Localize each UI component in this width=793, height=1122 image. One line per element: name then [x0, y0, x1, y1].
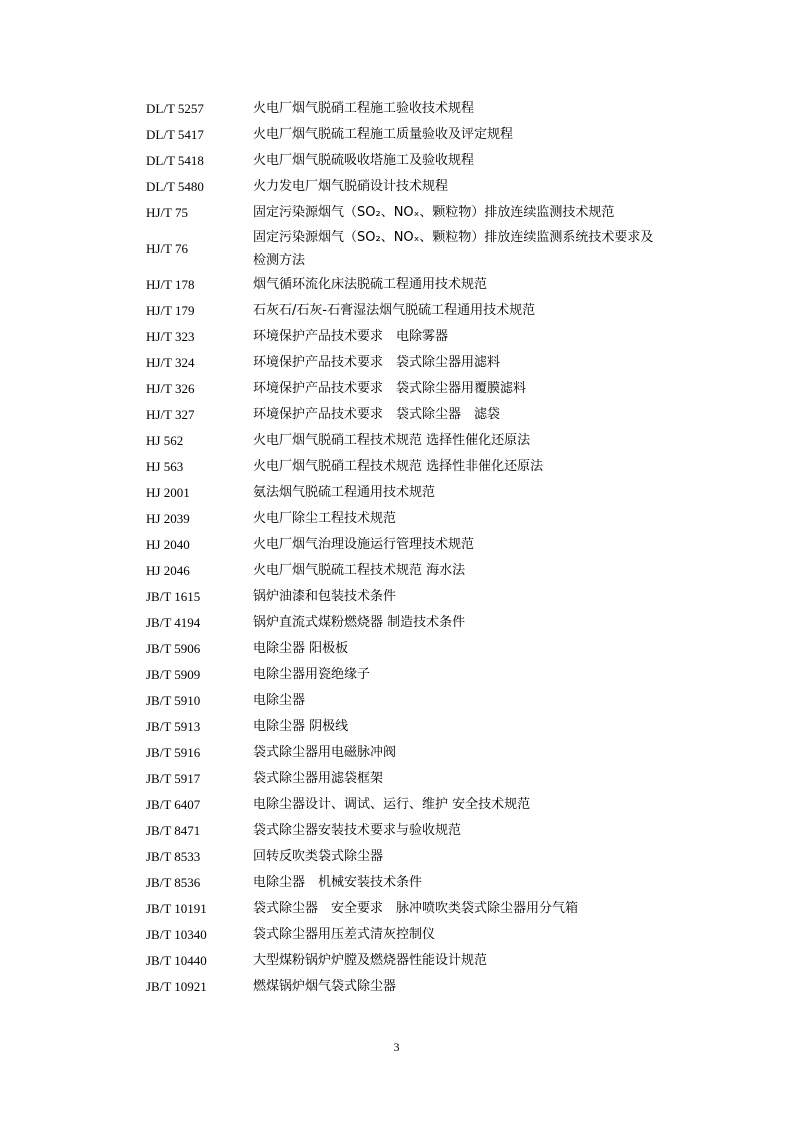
standard-title: 袋式除尘器用压差式清灰控制仪 — [253, 927, 436, 942]
standard-code: JB/T 5913 — [146, 719, 201, 734]
standard-title: 火电厂烟气脱硫吸收塔施工及验收规程 — [253, 153, 475, 168]
standard-row — [146, 792, 666, 818]
standard-title: 锅炉直流式煤粉燃烧器 制造技术条件 — [253, 615, 466, 630]
standard-code: JB/T 5917 — [146, 771, 201, 786]
standard-code: JB/T 1615 — [146, 589, 201, 604]
standard-row — [146, 324, 666, 350]
standard-title: 电除尘器设计、调试、运行、维护 安全技术规范 — [253, 797, 531, 812]
standard-code: HJ/T 76 — [146, 241, 189, 256]
standard-title: 锅炉油漆和包装技术条件 — [253, 589, 397, 604]
standard-row — [146, 558, 666, 584]
standard-row — [146, 584, 666, 610]
standard-title: 袋式除尘器 安全要求 脉冲喷吹类袋式除尘器用分气箱 — [253, 901, 579, 916]
standard-title: 环境保护产品技术要求 电除雾器 — [253, 329, 449, 344]
standard-code: JB/T 10921 — [146, 979, 207, 994]
standard-row — [146, 428, 666, 454]
standard-row — [146, 272, 666, 298]
standard-code: HJ 2001 — [146, 485, 190, 500]
standard-title: 电除尘器 — [253, 693, 306, 708]
standard-title: 电除尘器用瓷绝缘子 — [253, 667, 371, 682]
standards-list — [146, 96, 666, 1000]
standard-code: JB/T 8471 — [146, 823, 201, 838]
standard-title: 电除尘器 阳极板 — [253, 641, 349, 656]
standard-row — [146, 844, 666, 870]
standard-title: 环境保护产品技术要求 袋式除尘器 滤袋 — [253, 407, 501, 422]
standard-row — [146, 896, 666, 922]
standard-row — [146, 174, 666, 200]
standard-row — [146, 148, 666, 174]
standard-code: JB/T 4194 — [146, 615, 201, 630]
standard-row — [146, 506, 666, 532]
standard-row — [146, 818, 666, 844]
standard-code: HJ 2040 — [146, 537, 190, 552]
standard-code: HJ 2039 — [146, 511, 190, 526]
standard-title: 火力发电厂烟气脱硝设计技术规程 — [253, 179, 449, 194]
page-number: 3 — [393, 1040, 400, 1054]
standard-code: HJ 562 — [146, 433, 184, 448]
standard-row — [146, 200, 666, 226]
standard-title: 燃煤锅炉烟气袋式除尘器 — [253, 979, 397, 994]
standard-code: HJ/T 179 — [146, 303, 195, 318]
standard-title: 氨法烟气脱硫工程通用技术规范 — [253, 485, 436, 500]
standard-code: DL/T 5257 — [146, 101, 204, 116]
standard-code: JB/T 10340 — [146, 927, 207, 942]
standard-row — [146, 402, 666, 428]
standard-row — [146, 350, 666, 376]
standard-title: 烟气循环流化床法脱硫工程通用技术规范 — [253, 277, 488, 292]
standard-row — [146, 922, 666, 948]
standard-row — [146, 636, 666, 662]
standard-row — [146, 610, 666, 636]
standard-code: HJ/T 327 — [146, 407, 195, 422]
standard-title: 火电厂烟气脱硝工程施工验收技术规程 — [253, 101, 475, 116]
standard-row — [146, 454, 666, 480]
standard-title: 电除尘器 阴极线 — [253, 719, 349, 734]
standard-row — [146, 948, 666, 974]
standard-title: 火电厂除尘工程技术规范 — [253, 511, 397, 526]
standard-code: JB/T 8533 — [146, 849, 201, 864]
standard-title: 大型煤粉锅炉炉膛及燃烧器性能设计规范 — [253, 953, 488, 968]
standard-code: JB/T 5909 — [146, 667, 201, 682]
standard-code: JB/T 5910 — [146, 693, 201, 708]
standard-title: 火电厂烟气脱硝工程技术规范 选择性非催化还原法 — [253, 459, 544, 474]
standard-code: JB/T 8536 — [146, 875, 201, 890]
standard-row — [146, 662, 666, 688]
standard-code: HJ/T 326 — [146, 381, 195, 396]
standard-title: 环境保护产品技术要求 袋式除尘器用滤料 — [253, 355, 501, 370]
standard-code: HJ 563 — [146, 459, 184, 474]
standard-code: HJ/T 323 — [146, 329, 195, 344]
standard-title: 固定污染源烟气（SO₂、NOₓ、颗粒物）排放连续监测系统技术要求及检测方法 — [253, 230, 654, 268]
standard-row — [146, 122, 666, 148]
standard-code: HJ/T 75 — [146, 205, 189, 220]
standard-code: DL/T 5418 — [146, 153, 204, 168]
standard-code: HJ/T 324 — [146, 355, 195, 370]
standard-code: DL/T 5480 — [146, 179, 204, 194]
standard-title: 回转反吹类袋式除尘器 — [253, 849, 384, 864]
standard-title: 环境保护产品技术要求 袋式除尘器用覆膜滤料 — [253, 381, 527, 396]
standard-row — [146, 974, 666, 1000]
standard-row — [146, 766, 666, 792]
standard-row — [146, 298, 666, 324]
standard-row — [146, 226, 666, 272]
standard-code: HJ 2046 — [146, 563, 190, 578]
standard-code: JB/T 10191 — [146, 901, 207, 916]
standard-title: 电除尘器 机械安装技术条件 — [253, 875, 423, 890]
standard-row — [146, 688, 666, 714]
standard-code: JB/T 5916 — [146, 745, 201, 760]
standard-title: 袋式除尘器安装技术要求与验收规范 — [253, 823, 462, 838]
standard-title: 火电厂烟气脱硝工程技术规范 选择性催化还原法 — [253, 433, 531, 448]
standard-row — [146, 480, 666, 506]
standard-code: JB/T 5906 — [146, 641, 201, 656]
standard-title: 袋式除尘器用滤袋框架 — [253, 771, 384, 786]
standard-row — [146, 376, 666, 402]
standard-row — [146, 740, 666, 766]
standard-row — [146, 532, 666, 558]
standard-title: 火电厂烟气脱硫工程技术规范 海水法 — [253, 563, 466, 578]
standard-code: JB/T 6407 — [146, 797, 201, 812]
standard-code: DL/T 5417 — [146, 127, 204, 142]
standard-row — [146, 96, 666, 122]
standard-code: JB/T 10440 — [146, 953, 207, 968]
standard-title: 火电厂烟气治理设施运行管理技术规范 — [253, 537, 475, 552]
standard-title: 固定污染源烟气（SO₂、NOₓ、颗粒物）排放连续监测技术规范 — [253, 205, 615, 220]
standard-title: 石灰石/石灰-石膏湿法烟气脱硫工程通用技术规范 — [253, 303, 536, 318]
standard-title: 火电厂烟气脱硫工程施工质量验收及评定规程 — [253, 127, 514, 142]
standard-row — [146, 870, 666, 896]
standard-title: 袋式除尘器用电磁脉冲阀 — [253, 745, 397, 760]
standard-code: HJ/T 178 — [146, 277, 195, 292]
standard-row — [146, 714, 666, 740]
